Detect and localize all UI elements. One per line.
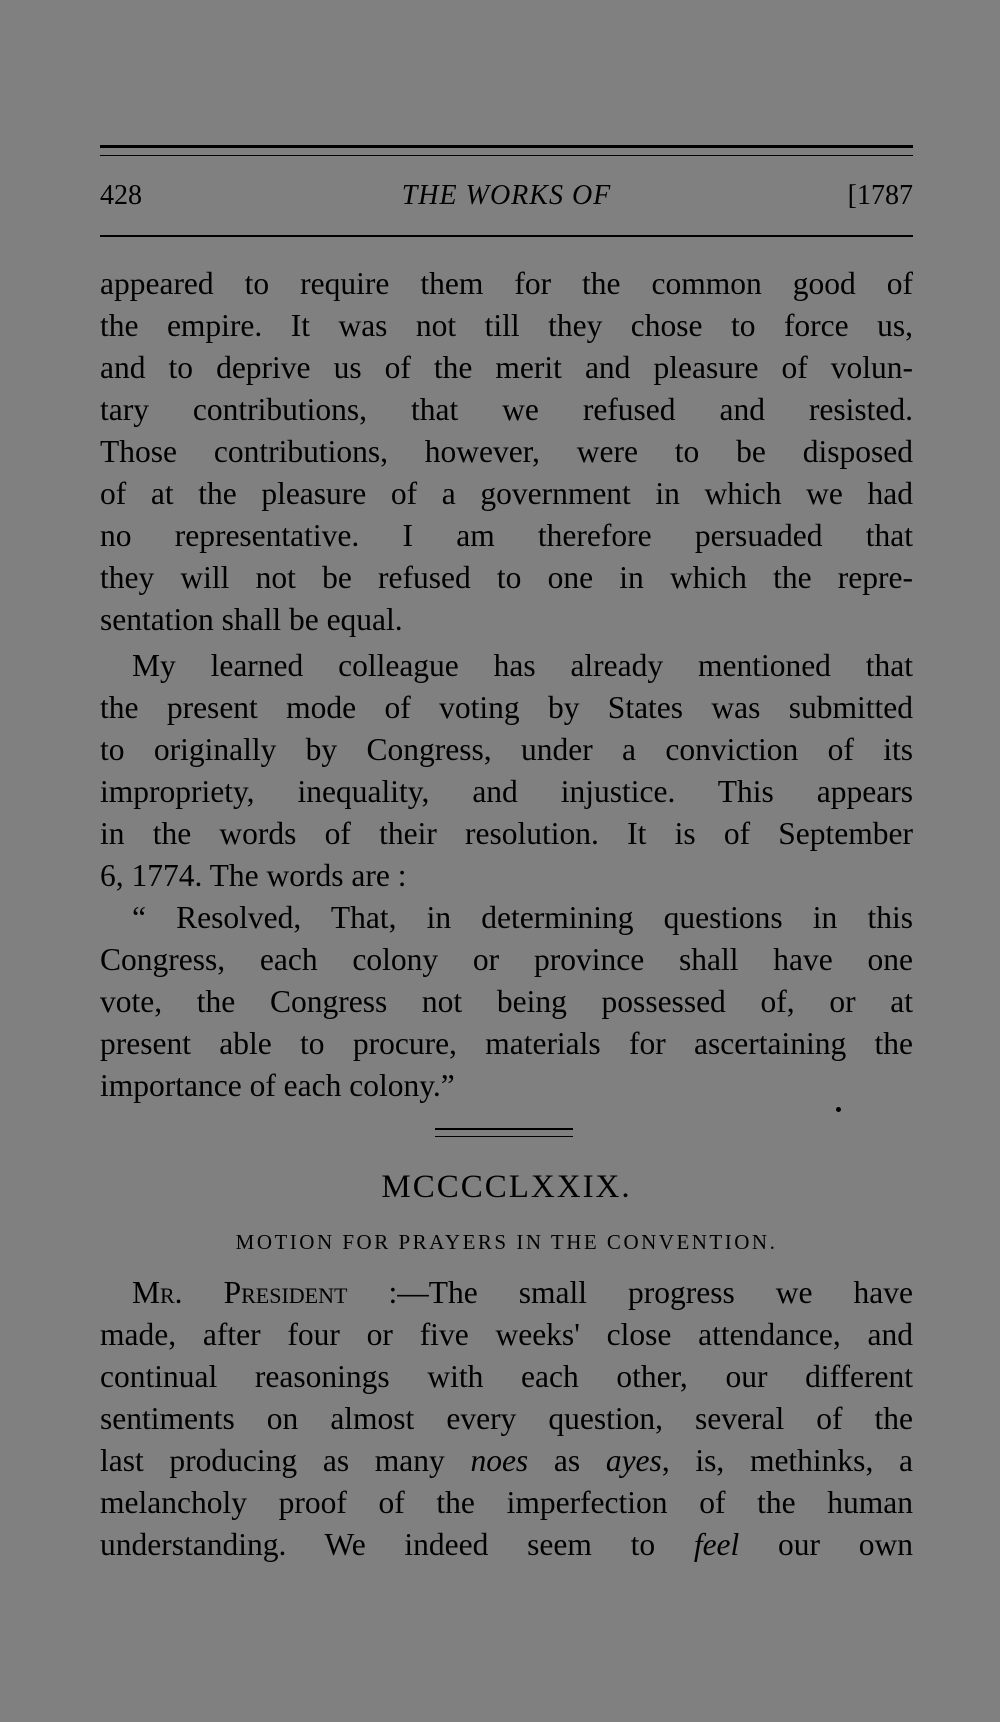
text-line: tary contributions, that we refused and resisted. xyxy=(100,392,913,427)
text-line: vote, the Congress not being possessed of, or at xyxy=(100,984,913,1019)
text-line xyxy=(100,1440,913,1482)
paragraph-colleague xyxy=(100,645,913,897)
text-run: :—The small progress we have xyxy=(347,1275,913,1310)
text-line: no representative. I am therefore persuaded that xyxy=(100,518,913,553)
paragraph-continuation xyxy=(100,263,913,641)
book-page xyxy=(100,0,913,1722)
text-line: sentation shall be equal. xyxy=(100,602,403,637)
text-line: impropriety, inequality, and injustice. This appears xyxy=(100,774,913,809)
text-run: our own xyxy=(739,1527,913,1562)
italic-word: noes xyxy=(470,1443,529,1478)
section-separator xyxy=(435,1128,573,1130)
text-line: Congress, each colony or province shall have one xyxy=(100,942,913,977)
text-line: continual reasonings with each other, our different xyxy=(100,1359,913,1394)
text-line: to originally by Congress, under a conviction of its xyxy=(100,732,913,767)
text-run: as xyxy=(528,1443,606,1478)
text-line: appeared to require them for the common good of xyxy=(100,266,913,301)
text-line: of at the pleasure of a government in which we had xyxy=(100,476,913,511)
text-line xyxy=(100,1272,913,1314)
resolution-quote xyxy=(100,897,913,1107)
text-line: they will not be refused to one in which the repre- xyxy=(100,560,913,595)
text-line: the empire. It was not till they chose to force us, xyxy=(100,308,913,343)
text-line: present able to procure, materials for ascertaining the xyxy=(100,1026,913,1061)
text-line: “ Resolved, That, in determining questions in this xyxy=(132,900,913,935)
salutation: Mr. President xyxy=(132,1275,348,1310)
text-line: Those contributions, however, were to be disposed xyxy=(100,434,913,469)
text-line: melancholy proof of the imperfection of the human xyxy=(100,1485,913,1520)
italic-word: ayes xyxy=(605,1443,662,1478)
paragraph-motion xyxy=(100,1272,913,1566)
text-run: , is, methinks, a xyxy=(661,1443,913,1478)
italic-word: feel xyxy=(693,1527,740,1562)
text-line: sentiments on almost every question, several of the xyxy=(100,1401,913,1436)
text-line: made, after four or five weeks' close attendance, and xyxy=(100,1317,913,1352)
header-double-rule-top xyxy=(100,145,913,148)
running-head xyxy=(100,180,913,220)
text-line: the present mode of voting by States was submitted xyxy=(100,690,913,725)
text-run: understanding. We indeed seem to xyxy=(100,1527,694,1562)
text-line: 6, 1774. The words are : xyxy=(100,858,407,893)
running-title: THE WORKS OF xyxy=(401,180,612,211)
section-number: MCCCCLXXIX. xyxy=(381,1169,632,1205)
header-double-rule-bottom xyxy=(100,155,913,156)
header-underline xyxy=(100,235,913,237)
page-number: 428 xyxy=(100,180,142,211)
text-line: and to deprive us of the merit and pleasure of volun- xyxy=(100,350,913,385)
section-title: MOTION FOR PRAYERS IN THE CONVENTION. xyxy=(235,1230,778,1254)
text-line: importance of each colony.” xyxy=(100,1068,455,1103)
section-separator-thin xyxy=(435,1136,573,1137)
text-line: My learned colleague has already mentioned that xyxy=(132,648,913,683)
ink-speck xyxy=(836,1107,841,1112)
running-year: [1787 xyxy=(847,180,913,211)
text-line: in the words of their resolution. It is of September xyxy=(100,816,913,851)
text-line xyxy=(100,1524,913,1566)
text-run: last producing as many xyxy=(100,1443,471,1478)
